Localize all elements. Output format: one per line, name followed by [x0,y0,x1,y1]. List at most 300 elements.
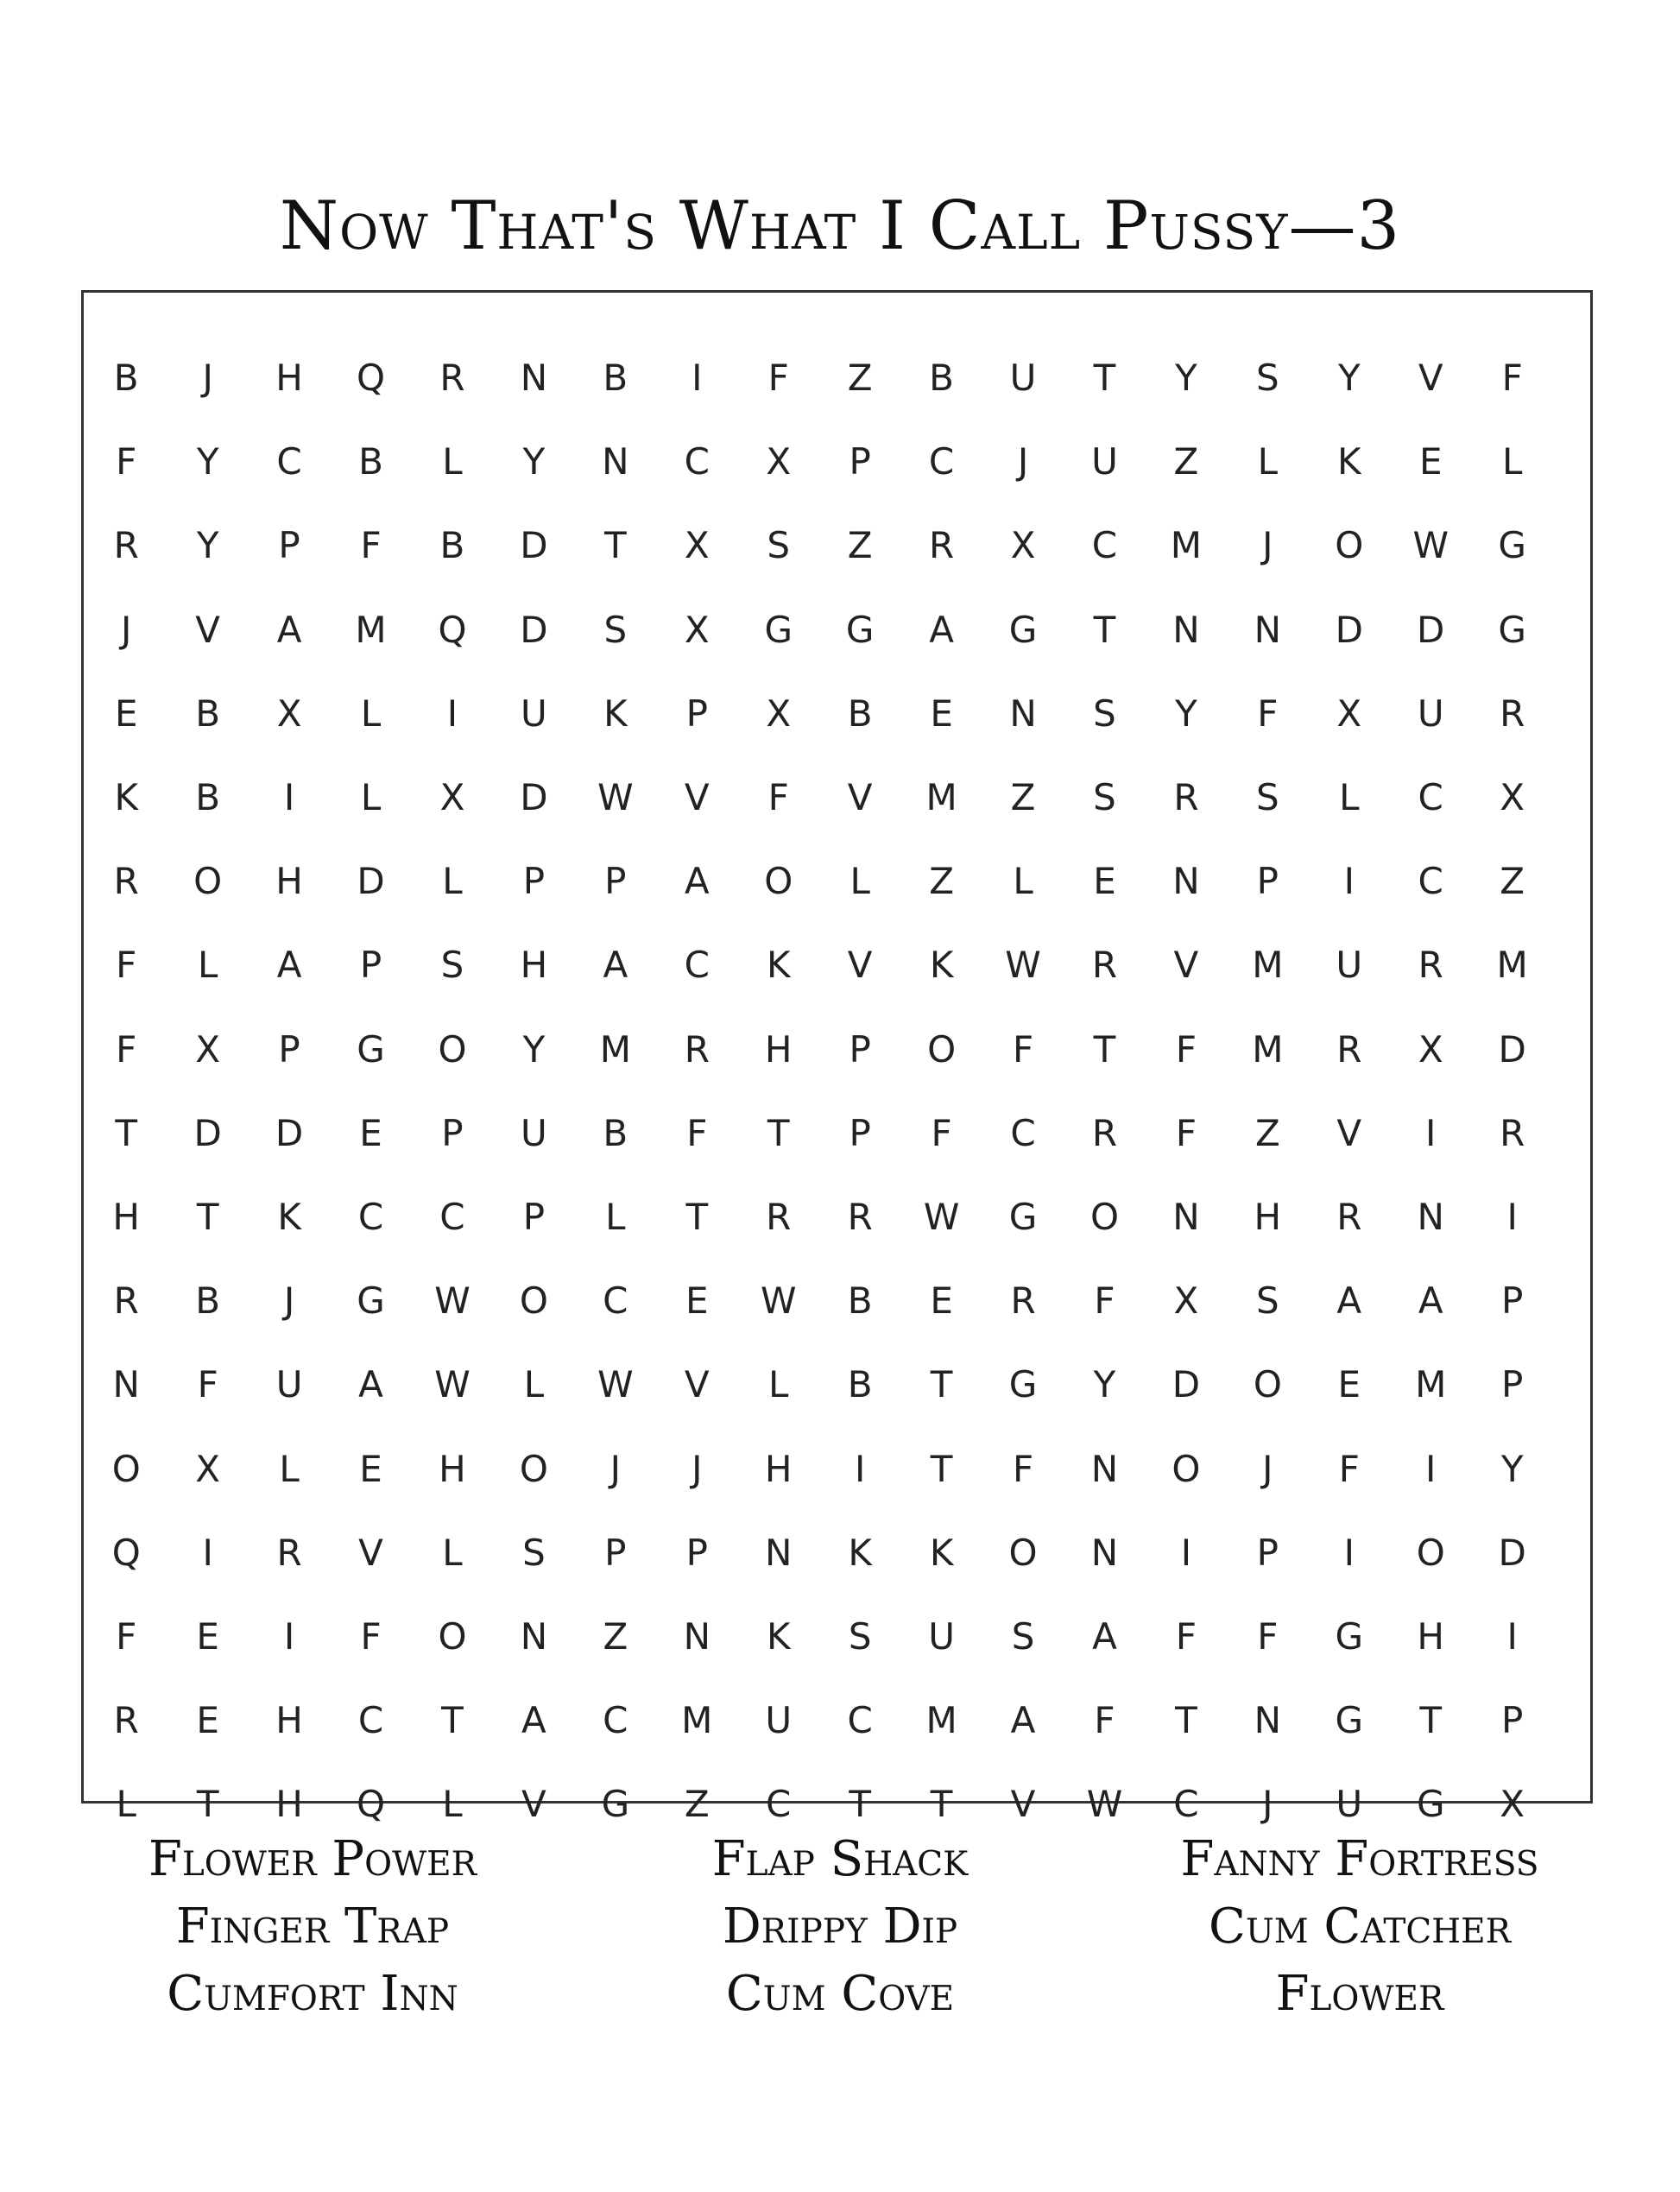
grid-letter[interactable]: E [930,692,953,735]
grid-letter[interactable]: L [442,440,463,483]
grid-letter[interactable]: R [1010,1279,1036,1323]
grid-letter[interactable]: R [1336,1027,1362,1071]
grid-letter[interactable]: O [519,1447,548,1490]
grid-letter[interactable]: U [1336,944,1363,987]
grid-letter[interactable]: S [440,944,464,987]
grid-letter[interactable]: D [1172,1363,1201,1406]
grid-letter[interactable]: C [684,944,710,987]
grid-letter[interactable]: D [520,776,548,819]
grid-letter[interactable]: T [849,1783,871,1826]
grid-letter[interactable]: M [1252,944,1284,987]
grid-letter[interactable]: A [684,860,710,903]
grid-letter[interactable]: F [197,1363,218,1406]
grid-letter[interactable]: N [1254,1699,1282,1742]
grid-letter[interactable]: K [114,776,138,819]
grid-letter[interactable]: M [681,1699,713,1742]
grid-letter[interactable]: J [202,357,213,400]
grid-letter[interactable]: F [931,1111,952,1154]
grid-letter[interactable]: N [1172,608,1200,651]
grid-letter[interactable]: O [438,1614,467,1658]
grid-letter[interactable]: H [275,1699,303,1742]
grid-letter[interactable]: E [359,1111,382,1154]
grid-letter[interactable]: H [439,1447,466,1490]
grid-letter[interactable]: U [928,1614,955,1658]
grid-letter[interactable]: V [684,1363,710,1406]
grid-letter[interactable]: W [760,1279,797,1323]
grid-letter[interactable]: E [196,1614,219,1658]
grid-letter[interactable]: D [520,524,548,567]
grid-letter[interactable]: C [357,1699,384,1742]
grid-letter[interactable]: T [685,1195,709,1238]
grid-letter[interactable]: J [1262,1783,1273,1826]
grid-letter[interactable]: F [1094,1279,1115,1323]
grid-letter[interactable]: M [1415,1363,1447,1406]
grid-letter[interactable]: R [1173,776,1199,819]
grid-letter[interactable]: F [360,524,382,567]
grid-letter[interactable]: I [446,692,458,735]
grid-letter[interactable]: P [849,1027,871,1071]
grid-letter[interactable]: B [929,357,954,400]
grid-letter[interactable]: J [609,1447,622,1490]
grid-letter[interactable]: T [930,1447,953,1490]
grid-letter[interactable]: J [1262,1447,1273,1490]
grid-letter[interactable]: G [1008,1363,1038,1406]
grid-letter[interactable]: F [767,776,789,819]
grid-letter[interactable]: F [1257,692,1279,735]
grid-letter[interactable]: P [685,692,708,735]
grid-letter[interactable]: X [766,692,792,735]
grid-letter[interactable]: T [196,1783,219,1826]
grid-letter[interactable]: E [114,692,138,735]
grid-letter[interactable]: Q [357,357,386,400]
grid-letter[interactable]: Y [522,1027,546,1071]
grid-letter[interactable]: B [603,357,628,400]
grid-letter[interactable]: R [113,524,139,567]
grid-letter[interactable]: O [111,1447,141,1490]
grid-letter[interactable]: H [275,357,303,400]
grid-letter[interactable]: I [854,1447,866,1490]
grid-letter[interactable]: O [1089,1195,1119,1238]
grid-letter[interactable]: O [764,860,793,903]
grid-letter[interactable]: V [358,1531,383,1574]
grid-letter[interactable]: L [849,860,870,903]
grid-letter[interactable]: U [521,1111,547,1154]
grid-letter[interactable]: Y [196,440,219,483]
grid-letter[interactable]: R [1091,1111,1118,1154]
grid-letter[interactable]: O [1335,524,1364,567]
grid-letter[interactable]: R [929,524,955,567]
grid-letter[interactable]: A [1010,1699,1036,1742]
grid-letter[interactable]: O [927,1027,957,1071]
grid-letter[interactable]: G [357,1027,385,1071]
grid-letter[interactable]: K [848,1531,872,1574]
grid-letter[interactable]: S [1093,776,1116,819]
grid-letter[interactable]: I [1425,1447,1437,1490]
grid-letter[interactable]: I [1506,1195,1518,1238]
grid-letter[interactable]: P [278,1027,300,1071]
grid-letter[interactable]: E [1337,1363,1361,1406]
grid-letter[interactable]: L [605,1195,626,1238]
grid-letter[interactable]: A [358,1363,383,1406]
grid-letter[interactable]: J [121,608,132,651]
grid-letter[interactable]: P [1256,1531,1279,1574]
grid-letter[interactable]: A [929,608,954,651]
grid-letter[interactable]: G [357,1279,385,1323]
grid-letter[interactable]: F [767,357,789,400]
grid-letter[interactable]: T [930,1363,953,1406]
grid-letter[interactable]: C [1418,860,1443,903]
grid-letter[interactable]: I [283,1614,295,1658]
grid-letter[interactable]: D [275,1111,304,1154]
grid-letter[interactable]: P [1500,1279,1524,1323]
grid-letter[interactable]: N [1009,692,1037,735]
grid-letter[interactable]: W [923,1195,960,1238]
grid-letter[interactable]: P [522,860,546,903]
grid-letter[interactable]: V [684,776,710,819]
grid-letter[interactable]: B [195,692,221,735]
grid-letter[interactable]: D [1417,608,1445,651]
grid-letter[interactable]: Z [1500,860,1525,903]
grid-letter[interactable]: H [1254,1195,1282,1238]
grid-letter[interactable]: Y [1175,357,1197,400]
grid-letter[interactable]: X [684,524,710,567]
grid-letter[interactable]: D [357,860,385,903]
grid-letter[interactable]: L [1013,860,1033,903]
grid-letter[interactable]: C [1173,1783,1199,1826]
grid-letter[interactable]: G [845,608,875,651]
grid-letter[interactable]: N [520,357,548,400]
grid-letter[interactable]: W [597,1363,634,1406]
grid-letter[interactable]: K [929,1531,954,1574]
grid-letter[interactable]: H [764,1027,793,1071]
grid-letter[interactable]: L [442,1531,463,1574]
grid-letter[interactable]: J [1017,440,1029,483]
grid-letter[interactable]: E [930,1279,953,1323]
grid-letter[interactable]: N [1417,1195,1444,1238]
grid-letter[interactable]: N [112,1363,140,1406]
grid-letter[interactable]: F [1175,1614,1197,1658]
grid-letter[interactable]: V [847,944,873,987]
grid-letter[interactable]: B [113,357,139,400]
grid-letter[interactable]: R [113,1699,139,1742]
grid-letter[interactable]: O [519,1279,548,1323]
grid-letter[interactable]: L [116,1783,136,1826]
grid-letter[interactable]: A [1092,1614,1117,1658]
grid-letter[interactable]: Q [111,1531,141,1574]
grid-letter[interactable]: M [1252,1027,1284,1071]
grid-letter[interactable]: T [1093,1027,1116,1071]
grid-letter[interactable]: G [1416,1783,1445,1826]
grid-letter[interactable]: S [603,608,628,651]
grid-letter[interactable]: C [603,1699,628,1742]
grid-letter[interactable]: S [767,524,791,567]
grid-letter[interactable]: C [1091,524,1118,567]
grid-letter[interactable]: L [197,944,218,987]
grid-letter[interactable]: A [276,944,302,987]
grid-letter[interactable]: U [1336,1783,1363,1826]
grid-letter[interactable]: Y [1093,1363,1116,1406]
grid-letter[interactable]: A [1336,1279,1362,1323]
grid-letter[interactable]: V [521,1783,546,1826]
grid-letter[interactable]: X [276,692,302,735]
grid-letter[interactable]: M [925,1699,957,1742]
grid-letter[interactable]: L [360,776,382,819]
grid-letter[interactable]: R [1336,1195,1362,1238]
grid-letter[interactable]: H [520,944,548,987]
grid-letter[interactable]: X [195,1027,221,1071]
grid-letter[interactable]: M [1496,944,1528,987]
grid-letter[interactable]: T [604,524,627,567]
grid-letter[interactable]: I [1425,1111,1437,1154]
grid-letter[interactable]: P [685,1531,708,1574]
grid-letter[interactable]: T [1093,608,1116,651]
grid-letter[interactable]: C [1010,1111,1036,1154]
grid-letter[interactable]: F [1338,1447,1360,1490]
grid-letter[interactable]: B [358,440,383,483]
grid-letter[interactable]: M [1170,524,1203,567]
grid-letter[interactable]: T [115,1111,138,1154]
grid-letter[interactable]: B [439,524,465,567]
grid-letter[interactable]: P [604,1531,627,1574]
grid-letter[interactable]: B [195,1279,221,1323]
grid-letter[interactable]: Y [522,440,546,483]
grid-letter[interactable]: X [1336,692,1362,735]
grid-letter[interactable]: U [275,1363,303,1406]
grid-letter[interactable]: N [765,1531,793,1574]
grid-letter[interactable]: B [603,1111,628,1154]
grid-letter[interactable]: O [1172,1447,1201,1490]
grid-letter[interactable]: U [521,692,547,735]
grid-letter[interactable]: I [1343,860,1355,903]
grid-letter[interactable]: R [113,860,139,903]
grid-letter[interactable]: I [202,1531,213,1574]
grid-letter[interactable]: M [925,776,957,819]
grid-letter[interactable]: W [434,1279,471,1323]
grid-letter[interactable]: A [1418,1279,1443,1323]
grid-letter[interactable]: W [597,776,634,819]
grid-letter[interactable]: R [766,1195,792,1238]
grid-letter[interactable]: G [764,608,793,651]
grid-letter[interactable]: N [1254,608,1282,651]
grid-letter[interactable]: K [1337,440,1361,483]
grid-letter[interactable]: W [1005,944,1041,987]
grid-letter[interactable]: M [355,608,387,651]
grid-letter[interactable]: P [1256,860,1279,903]
grid-letter[interactable]: K [929,944,954,987]
grid-letter[interactable]: C [1418,776,1443,819]
grid-letter[interactable]: G [1008,1195,1038,1238]
grid-letter[interactable]: R [684,1027,710,1071]
grid-letter[interactable]: N [683,1614,711,1658]
grid-letter[interactable]: K [766,944,791,987]
grid-letter[interactable]: F [360,1614,382,1658]
grid-letter[interactable]: X [1418,1027,1443,1071]
grid-letter[interactable]: K [603,692,628,735]
grid-letter[interactable]: U [765,1699,793,1742]
grid-letter[interactable]: K [277,1195,301,1238]
grid-letter[interactable]: N [1090,1531,1119,1574]
grid-letter[interactable]: R [1418,944,1443,987]
grid-letter[interactable]: C [439,1195,465,1238]
grid-letter[interactable]: M [599,1027,631,1071]
grid-letter[interactable]: P [278,524,300,567]
grid-letter[interactable]: C [684,440,710,483]
grid-letter[interactable]: Y [1337,357,1361,400]
grid-letter[interactable]: B [195,776,221,819]
grid-letter[interactable]: A [603,944,628,987]
grid-letter[interactable]: F [1501,357,1523,400]
grid-letter[interactable]: F [1257,1614,1279,1658]
grid-letter[interactable]: F [116,1027,137,1071]
grid-letter[interactable]: U [1009,357,1037,400]
grid-letter[interactable]: K [766,1614,791,1658]
grid-letter[interactable]: W [434,1363,471,1406]
grid-letter[interactable]: U [1417,692,1444,735]
grid-letter[interactable]: G [1335,1614,1364,1658]
grid-letter[interactable]: X [1010,524,1036,567]
grid-letter[interactable]: G [601,1783,630,1826]
grid-letter[interactable]: C [357,1195,384,1238]
grid-letter[interactable]: E [359,1447,382,1490]
grid-letter[interactable]: F [1012,1027,1034,1071]
grid-letter[interactable]: C [928,440,955,483]
grid-letter[interactable]: R [113,1279,139,1323]
grid-letter[interactable]: L [768,1363,789,1406]
grid-letter[interactable]: E [1093,860,1116,903]
grid-letter[interactable]: F [116,440,137,483]
grid-letter[interactable]: P [604,860,627,903]
grid-letter[interactable]: B [847,1279,873,1323]
grid-letter[interactable]: L [1339,776,1360,819]
grid-letter[interactable]: L [360,692,382,735]
grid-letter[interactable]: R [1091,944,1118,987]
grid-letter[interactable]: Z [1254,1111,1280,1154]
grid-letter[interactable]: T [1093,357,1116,400]
grid-letter[interactable]: G [1498,608,1526,651]
grid-letter[interactable]: I [692,357,703,400]
grid-letter[interactable]: I [1506,1614,1518,1658]
grid-letter[interactable]: N [1172,1195,1200,1238]
grid-letter[interactable]: L [442,1783,463,1826]
grid-letter[interactable]: F [1012,1447,1034,1490]
grid-letter[interactable]: I [1180,1531,1192,1574]
grid-letter[interactable]: L [523,1363,545,1406]
grid-letter[interactable]: C [847,1699,873,1742]
grid-letter[interactable]: S [1256,776,1279,819]
grid-letter[interactable]: D [193,1111,222,1154]
grid-letter[interactable]: G [1498,524,1526,567]
grid-letter[interactable]: Z [684,1783,710,1826]
grid-letter[interactable]: C [276,440,302,483]
grid-letter[interactable]: P [1500,1699,1524,1742]
grid-letter[interactable]: B [847,1363,873,1406]
grid-letter[interactable]: Y [196,524,219,567]
grid-letter[interactable]: P [849,1111,871,1154]
grid-letter[interactable]: V [847,776,873,819]
grid-letter[interactable]: J [692,1447,703,1490]
grid-letter[interactable]: H [112,1195,141,1238]
grid-letter[interactable]: N [520,1614,548,1658]
grid-letter[interactable]: I [1343,1531,1355,1574]
grid-letter[interactable]: N [602,440,629,483]
grid-letter[interactable]: D [1335,608,1363,651]
grid-letter[interactable]: C [766,1783,792,1826]
grid-letter[interactable]: V [1418,357,1443,400]
grid-letter[interactable]: E [685,1279,709,1323]
grid-letter[interactable]: J [283,1279,295,1323]
grid-letter[interactable]: X [195,1447,221,1490]
grid-letter[interactable]: X [439,776,465,819]
grid-letter[interactable]: F [686,1111,708,1154]
grid-letter[interactable]: P [522,1195,546,1238]
grid-letter[interactable]: R [1500,1111,1525,1154]
grid-letter[interactable]: S [1093,692,1116,735]
grid-letter[interactable]: S [848,1614,872,1658]
grid-letter[interactable]: O [193,860,223,903]
grid-letter[interactable]: F [116,944,137,987]
grid-letter[interactable]: S [522,1531,546,1574]
grid-letter[interactable]: S [1256,357,1279,400]
grid-letter[interactable]: T [196,1195,219,1238]
grid-letter[interactable]: C [603,1279,628,1323]
grid-letter[interactable]: L [442,860,463,903]
grid-letter[interactable]: L [1257,440,1279,483]
grid-letter[interactable]: U [1091,440,1118,483]
grid-letter[interactable]: V [195,608,221,651]
grid-letter[interactable]: F [1175,1111,1197,1154]
grid-letter[interactable]: R [1500,692,1525,735]
grid-letter[interactable]: E [1418,440,1443,483]
grid-letter[interactable]: G [1008,608,1038,651]
grid-letter[interactable]: S [1011,1614,1035,1658]
grid-letter[interactable]: P [359,944,382,987]
grid-letter[interactable]: Y [1175,692,1197,735]
grid-letter[interactable]: T [1419,1699,1443,1742]
grid-letter[interactable]: Z [847,524,873,567]
grid-letter[interactable]: Z [603,1614,628,1658]
grid-letter[interactable]: F [1094,1699,1115,1742]
grid-letter[interactable]: P [1500,1363,1524,1406]
grid-letter[interactable]: D [1498,1027,1526,1071]
grid-letter[interactable]: G [1335,1699,1364,1742]
grid-letter[interactable]: V [1336,1111,1362,1154]
grid-letter[interactable]: N [1172,860,1200,903]
grid-letter[interactable]: Z [929,860,954,903]
grid-letter[interactable]: O [1416,1531,1445,1574]
grid-letter[interactable]: H [275,860,303,903]
grid-letter[interactable]: V [1173,944,1199,987]
grid-letter[interactable]: H [764,1447,793,1490]
grid-letter[interactable]: I [283,776,295,819]
grid-letter[interactable]: X [1173,1279,1199,1323]
grid-letter[interactable]: X [766,440,792,483]
grid-letter[interactable]: H [275,1783,303,1826]
grid-letter[interactable]: T [441,1699,464,1742]
grid-letter[interactable]: R [847,1195,873,1238]
grid-letter[interactable]: A [276,608,302,651]
grid-letter[interactable]: Y [1500,1447,1524,1490]
grid-letter[interactable]: O [1008,1531,1038,1574]
grid-letter[interactable]: T [930,1783,953,1826]
grid-letter[interactable]: Z [847,357,873,400]
grid-letter[interactable]: O [438,1027,467,1071]
grid-letter[interactable]: O [1253,1363,1282,1406]
grid-letter[interactable]: J [1262,524,1273,567]
grid-letter[interactable]: L [279,1447,300,1490]
grid-letter[interactable]: P [849,440,871,483]
grid-letter[interactable]: T [767,1111,790,1154]
grid-letter[interactable]: T [1175,1699,1197,1742]
